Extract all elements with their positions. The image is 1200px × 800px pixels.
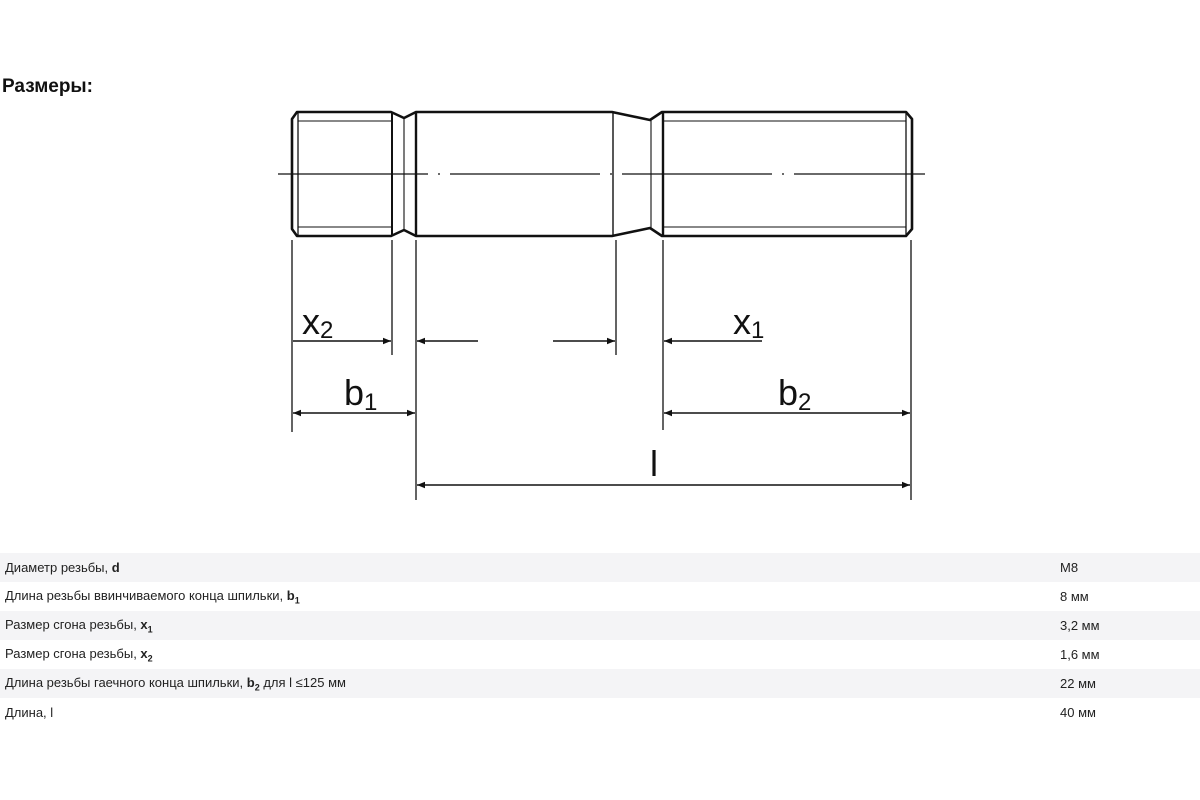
spec-value: 40 мм	[1060, 705, 1096, 720]
table-row	[0, 640, 1200, 669]
spec-value: 1,6 мм	[1060, 647, 1100, 662]
label-x1: x1	[733, 301, 765, 344]
label-b2: b2	[778, 372, 812, 416]
spec-value: 22 мм	[1060, 669, 1200, 698]
extension-lines	[292, 240, 911, 500]
specs-table	[0, 553, 1200, 727]
spec-name: Размер сгона резьбы, $x_1$	[0, 611, 1060, 640]
page-heading: Размеры:	[2, 76, 93, 97]
spec-value: M8	[1060, 553, 1200, 582]
spec-value: 3,2 мм	[1060, 611, 1200, 640]
spec-name: Размер сгона резьбы, $x_2$	[5, 645, 153, 664]
label-x2: x2	[302, 301, 334, 344]
table-row	[0, 553, 1200, 582]
table-row	[0, 611, 1200, 640]
spec-name: Диаметр резьбы, d	[0, 553, 1060, 582]
table-row	[0, 669, 1200, 698]
label-l: l	[650, 443, 658, 484]
label-b1: b1	[344, 372, 378, 416]
dimension-lines	[293, 341, 910, 485]
spec-value: 8 мм	[1060, 589, 1089, 604]
table-row	[0, 698, 1200, 727]
spec-name: Длина резьбы ввинчиваемого конца шпильки, $b_1$	[5, 587, 300, 606]
spec-name: Длина, l	[5, 705, 54, 720]
spec-name: Длина резьбы гаечного конца шпильки, $b_2$ для l ≤125 мм	[0, 669, 1060, 698]
table-row	[0, 582, 1200, 611]
